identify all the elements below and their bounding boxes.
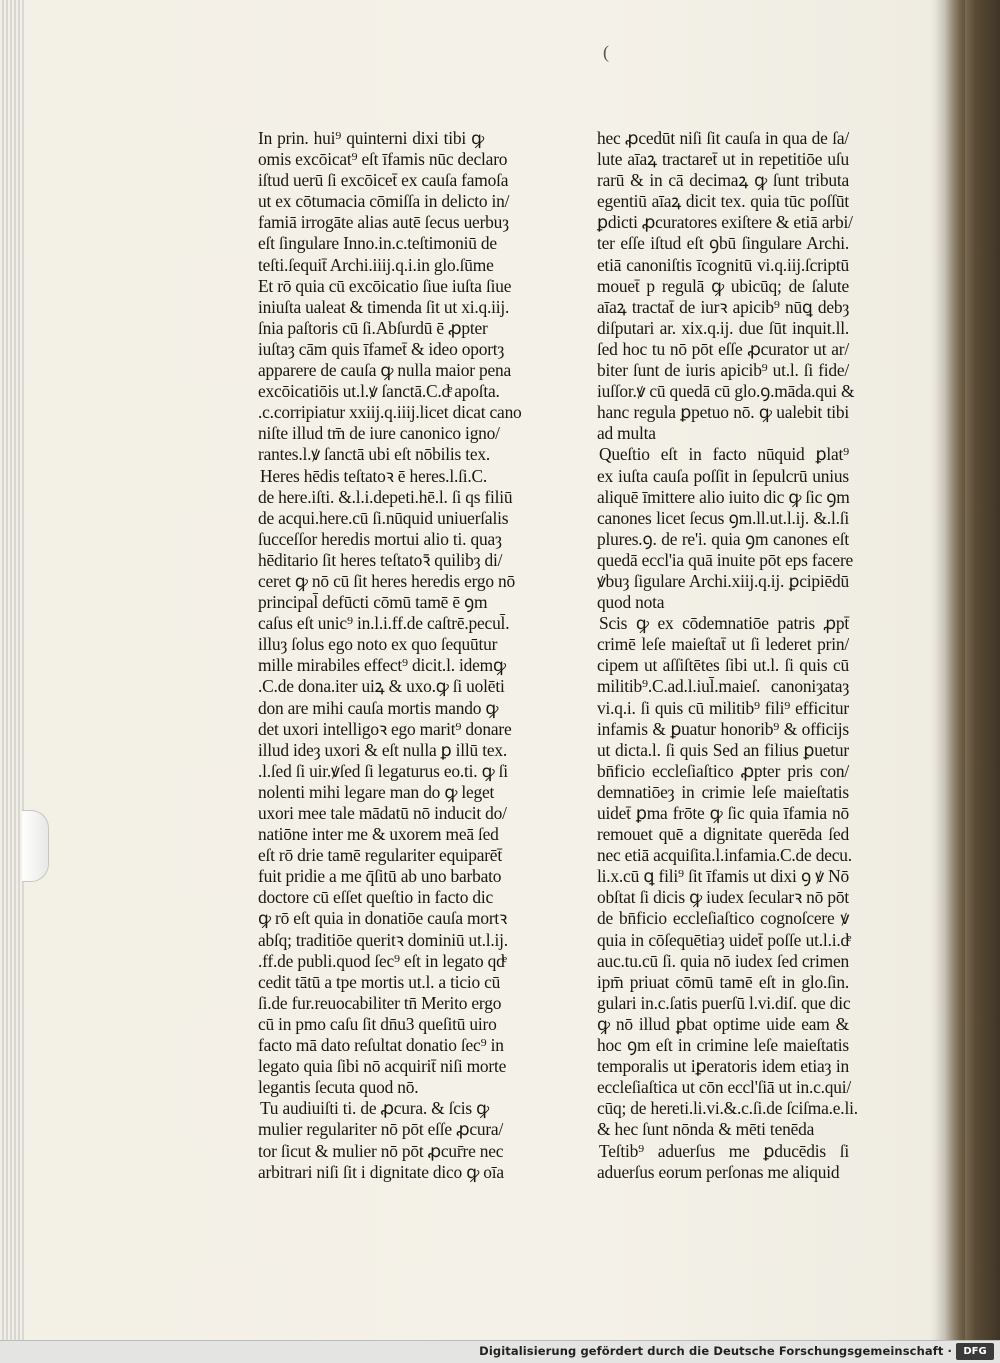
- text-line: iniuſta ualeat & timenda ſit ut xi.q.iij.: [258, 296, 510, 317]
- text-line: arbitrari niſi ſit i dignitate dico ꝙ oīa: [258, 1161, 504, 1182]
- text-line: obſtat ſi dicis ꝙ iudex ſecularꝛ nō pōt: [597, 887, 849, 908]
- text-line: Teſtib⁹ aduerſus me ꝑducēdis ſi: [599, 1140, 849, 1161]
- text-line: rantes.l.ꝟ ſanctā ubi eſt nōbilis tex.: [258, 444, 490, 465]
- text-line: uxori mee tale mādatū nō inducit do/: [258, 803, 507, 823]
- text-line: quedā eccl'ia quā inuite pōt eps facere: [597, 549, 854, 570]
- text-line: ceret ꝙ nō cū ſit heres heredis ergo nō: [258, 570, 516, 591]
- page-edge-stack: [0, 0, 26, 1340]
- text-line: uidet̄ ꝑma frōte ꝙ ſic quia īfamia nō: [597, 803, 849, 823]
- text-line: legato quia ſibi nō acquirit̄ niſi morte: [258, 1056, 507, 1077]
- text-line: .c.corripiatur xxiij.q.iiij.licet dicat cano: [258, 402, 522, 423]
- text-line: nolenti mihi legare man do ꝙ leget: [258, 781, 495, 802]
- text-line: infamis & ꝑuatur honorib⁹ & officijs: [597, 718, 849, 739]
- text-line: cū in pmo caſu ſit dn̄u3 queſitū uiro: [258, 1013, 497, 1034]
- text-line: ꝑdicti ꝓcuratores exiſtere & etiā arbi/: [597, 212, 853, 233]
- text-line: aliquē īmittere alio iuito dic ꝙ ſic ꝯm: [597, 486, 850, 507]
- text-line: ex iuſta cauſa poſſit in ſepulcrū unius: [597, 465, 849, 486]
- text-line: hēditario ſit heres teſtatoꝛ̄ quilibȝ di/: [258, 549, 503, 570]
- text-line: ter eſſe iſtud eſt ꝯbū ſingulare Archi.: [597, 233, 849, 254]
- text-line: principal̄ defūcti cōmū tamē ē ꝯm: [258, 592, 488, 613]
- text-line: etiā canoniſtis īcognitū vi.q.iij.ſcriptū: [597, 254, 849, 275]
- text-line: canones licet ſecus ꝯm.ll.ut.l.ij. &.l.ſi: [597, 507, 849, 528]
- text-line: eſt ſingulare Inno.in.c.teſtimoniū de: [258, 233, 497, 254]
- text-line: vi.q.i. ſi quis cū militib⁹ fili⁹ efficitur: [597, 697, 849, 718]
- text-line: ꝟbuȝ ſigulare Archi.xiij.q.ij. ꝑcipiēdū: [597, 570, 849, 591]
- text-line: excōicatiōis ut.l.ꝟ ſanctā.C.dͤ apoſta.: [258, 381, 500, 402]
- text-line: egentiū aīaꝝ dicit tex. quia tūc poſſūt: [597, 191, 849, 212]
- text-line: legantis ſecuta quod nō.: [258, 1077, 419, 1098]
- text-line: facto mā dato reſultat donatio ſec⁹ in: [258, 1035, 504, 1056]
- text-line: .ff.de publi.quod ſec⁹ eſt in legato qdͤ: [258, 950, 505, 971]
- text-line: plures.ꝯ. de re'i. quia ꝯm canones eſt: [597, 528, 849, 549]
- text-line: ſnia paſtoris cū ſi.Abſurdū ē ꝓpter: [258, 317, 488, 338]
- text-line: ſi.de fur.reuocabiliter tn̄ Merito ergo: [258, 992, 502, 1013]
- text-line: tor ſicut & mulier nō pōt ꝓcur̄re nec: [258, 1140, 504, 1161]
- right-text-column: [597, 128, 858, 1183]
- text-line: gulari in.c.ſatis puerſū l.vi.diſ. que dic: [597, 992, 851, 1013]
- text-line: natiōne inter me & uxorem meā ſed: [258, 824, 499, 845]
- funding-credit: Digitalisierung gefördert durch die Deutsche Forschungsgemeinschaft ·: [479, 1344, 952, 1358]
- text-line: militib⁹.C.ad.l.iul̄.maieſ. canoniȝataȝ: [597, 676, 849, 697]
- text-line: remouet quē a dignitate querēda ſed: [597, 824, 849, 845]
- text-line: diſputari ar. xix.q.ij. due ſūt inquit.ll.: [597, 317, 849, 338]
- text-line: cedit tātū a tpe mortis ut.l. a ticio cū: [258, 971, 501, 992]
- text-line: de here.iſti. &.l.i.depeti.hē.l. ſi qs filiū: [258, 486, 513, 507]
- text-line: hanc regula ꝑpetuo nō. ꝙ ualebit tibi: [597, 402, 849, 423]
- text-line: cūq; de hereti.li.vi.&.c.ſi.de ſciſma.e.li.: [597, 1098, 858, 1119]
- text-line: ipm̄ priuat cōmū tamē eſt in glo.ſin.: [597, 971, 849, 992]
- text-line: niſte illud tm̄ de iure canonico igno/: [258, 423, 500, 444]
- text-line: ꝙ rō eſt quia in donatiōe cauſa mortꝛ: [258, 908, 508, 929]
- text-line: rarū & in cā decimaꝝ ꝙ ſunt tributa: [597, 170, 849, 191]
- text-line: nec etiā acquiſita.l.infamia.C.de decu.: [597, 845, 852, 866]
- page-marker: (: [603, 42, 609, 62]
- text-line: iuſtaȝ cām quis īfamet̄ & ideo oportȝ: [258, 338, 505, 359]
- text-line: don are mihi cauſa mortis mando ꝙ: [258, 697, 499, 718]
- text-line: mouet̄ p regulā ꝙ ubicūq; de ſalute: [597, 275, 849, 296]
- text-line: biter ſunt de iuris apicib⁹ ut.l. ſi fide/: [597, 360, 849, 381]
- text-line: li.x.cū ꝗ fili⁹ ſit īfamis ut dixi ꝯ ꝟ Nō: [597, 866, 849, 887]
- text-line: quod nota: [597, 592, 665, 613]
- text-line: Et rō quia cū excōicatio ſiue iuſta ſiue: [258, 275, 512, 296]
- text-line: Scis ꝙ ex cōdemnatiōe patris ꝓpt̄: [599, 613, 849, 634]
- text-line: famiā irrogāte alias autē ſecus uerbuȝ: [258, 212, 509, 233]
- text-line: eccleſiaſtica ut cōn eccl'ſiā ut in.c.qui/: [597, 1077, 852, 1098]
- text-line: Queſtio eſt in facto nūquid ꝑlat⁹: [599, 444, 849, 465]
- text-line: demnatiōeȝ in crimie leſe maieſtatis: [597, 781, 849, 802]
- text-line: doctore cū eſſet queſtio in facto dic: [258, 887, 494, 908]
- text-line: fuit pridie a me q̄ſitū ab uno barbato: [258, 866, 502, 887]
- text-line: .l.ſed ſi uir.ꝟſed ſi legaturus eo.ti. ꝙ ſi: [258, 760, 508, 781]
- text-line: apparere de cauſa ꝙ nulla maior pena: [258, 360, 512, 381]
- footer-bar: [0, 1340, 1000, 1363]
- text-line: eſt rō drie tamē regulariter equiparēt̄: [258, 845, 502, 866]
- text-line: mulier regulariter nō pōt eſſe ꝓcura/: [258, 1119, 504, 1140]
- text-line: In prin. hui⁹ quinterni dixi tibi ꝙ: [258, 128, 484, 148]
- text-line: & hec ſunt nōnda & mēti tenēda: [597, 1119, 815, 1140]
- text-line: bn̄ficio eccleſiaſtico ꝓpter pris con/: [597, 760, 849, 781]
- text-line: quia in cōſequētiaȝ uidet̄ poſſe ut.l.i.dͤ: [597, 929, 849, 950]
- text-line: ꝙ nō illud ꝑbat optime uide eam &: [597, 1013, 849, 1034]
- text-line: ut dicta.l. ſi quis Sed an filius ꝑuetur: [597, 739, 849, 760]
- text-line: aīaꝝ tractat̄ de iurꝛ apicib⁹ nūꝗ debȝ: [597, 296, 849, 317]
- text-line: iſtud uerū ſi excōicet̄ ex cauſa famoſa: [258, 170, 509, 191]
- text-line: cipem ut aſſiſtētes ſibi ut.l. ſi quis cū: [597, 655, 849, 676]
- text-line: det uxori intelligoꝛ ego marit⁹ donare: [258, 718, 512, 739]
- text-line: caſus eſt unic⁹ in.l.i.ff.de caſtrē.pecul̄.: [258, 613, 510, 634]
- text-line: auc.tu.cū ſi. quia nō iudex ſed crimen: [597, 950, 849, 971]
- text-line: Heres hēdis teſtatoꝛ ē heres.l.ſi.C.: [260, 465, 488, 486]
- text-line: aduerſus eorum perſonas me aliquid: [597, 1161, 840, 1182]
- text-line: illud ideȝ uxori & eſt nulla ꝑ illū tex.: [258, 739, 507, 760]
- text-line: hoc ꝯm eſt in crimine leſe maieſtatis: [597, 1035, 849, 1056]
- text-line: mille mirabiles effect⁹ dicit.l. idemꝙ: [258, 655, 506, 676]
- left-text-column: [258, 128, 522, 1183]
- text-line: teſti.ſequit̄ Archi.iiij.q.i.in glo.ſūme: [258, 254, 494, 275]
- text-line: abſq; traditiōe queritꝛ dominiū ut.l.ij.: [258, 929, 508, 950]
- text-line: ad multa: [597, 423, 656, 444]
- text-line: omis excōicat⁹ eſt īfamis nūc declaro: [258, 149, 508, 170]
- text-line: temporalis ut iꝑeratoris idem etiaȝ in: [597, 1056, 849, 1077]
- text-line: ſed hoc tu nō pōt eſſe ꝓcurator ut ar/: [597, 338, 849, 359]
- text-line: crimē leſe maieſtat̄ ut ſi lederet prin/: [597, 634, 849, 655]
- text-line: lute aīaꝝ tractaret̄ ut in repetitiōe uſu: [597, 149, 849, 170]
- text-line: de bn̄ficio eccleſiaſtico cognoſcere ꝟ: [597, 908, 849, 929]
- text-line: ſucceſſor heredis mortui alio ti. quaȝ: [258, 528, 502, 549]
- text-line: ut ex cōtumacia cōmiſſa in delicto in/: [258, 191, 510, 212]
- book-gutter-shadow: [935, 0, 965, 1340]
- text-line: de acqui.here.cū ſi.nūquid uniuerſalis: [258, 507, 509, 528]
- text-line: Tu audiuiſti ti. de ꝓcura. & ſcis ꝙ: [260, 1098, 490, 1119]
- text-line: illuȝ ſolus ego noto ex quo ſequūtur: [258, 634, 498, 655]
- text-line: iuſſor.ꝟ cū quedā cū glo.ꝯ.māda.qui &: [597, 381, 855, 402]
- dfg-logo: DFG: [956, 1343, 994, 1360]
- page-clip: [22, 810, 49, 882]
- text-line: hec ꝓcedūt niſi ſit cauſa in qua de ſa/: [597, 128, 849, 148]
- text-line: .C.de dona.iter uiꝝ & uxo.ꝙ ſi uolēti: [258, 676, 505, 697]
